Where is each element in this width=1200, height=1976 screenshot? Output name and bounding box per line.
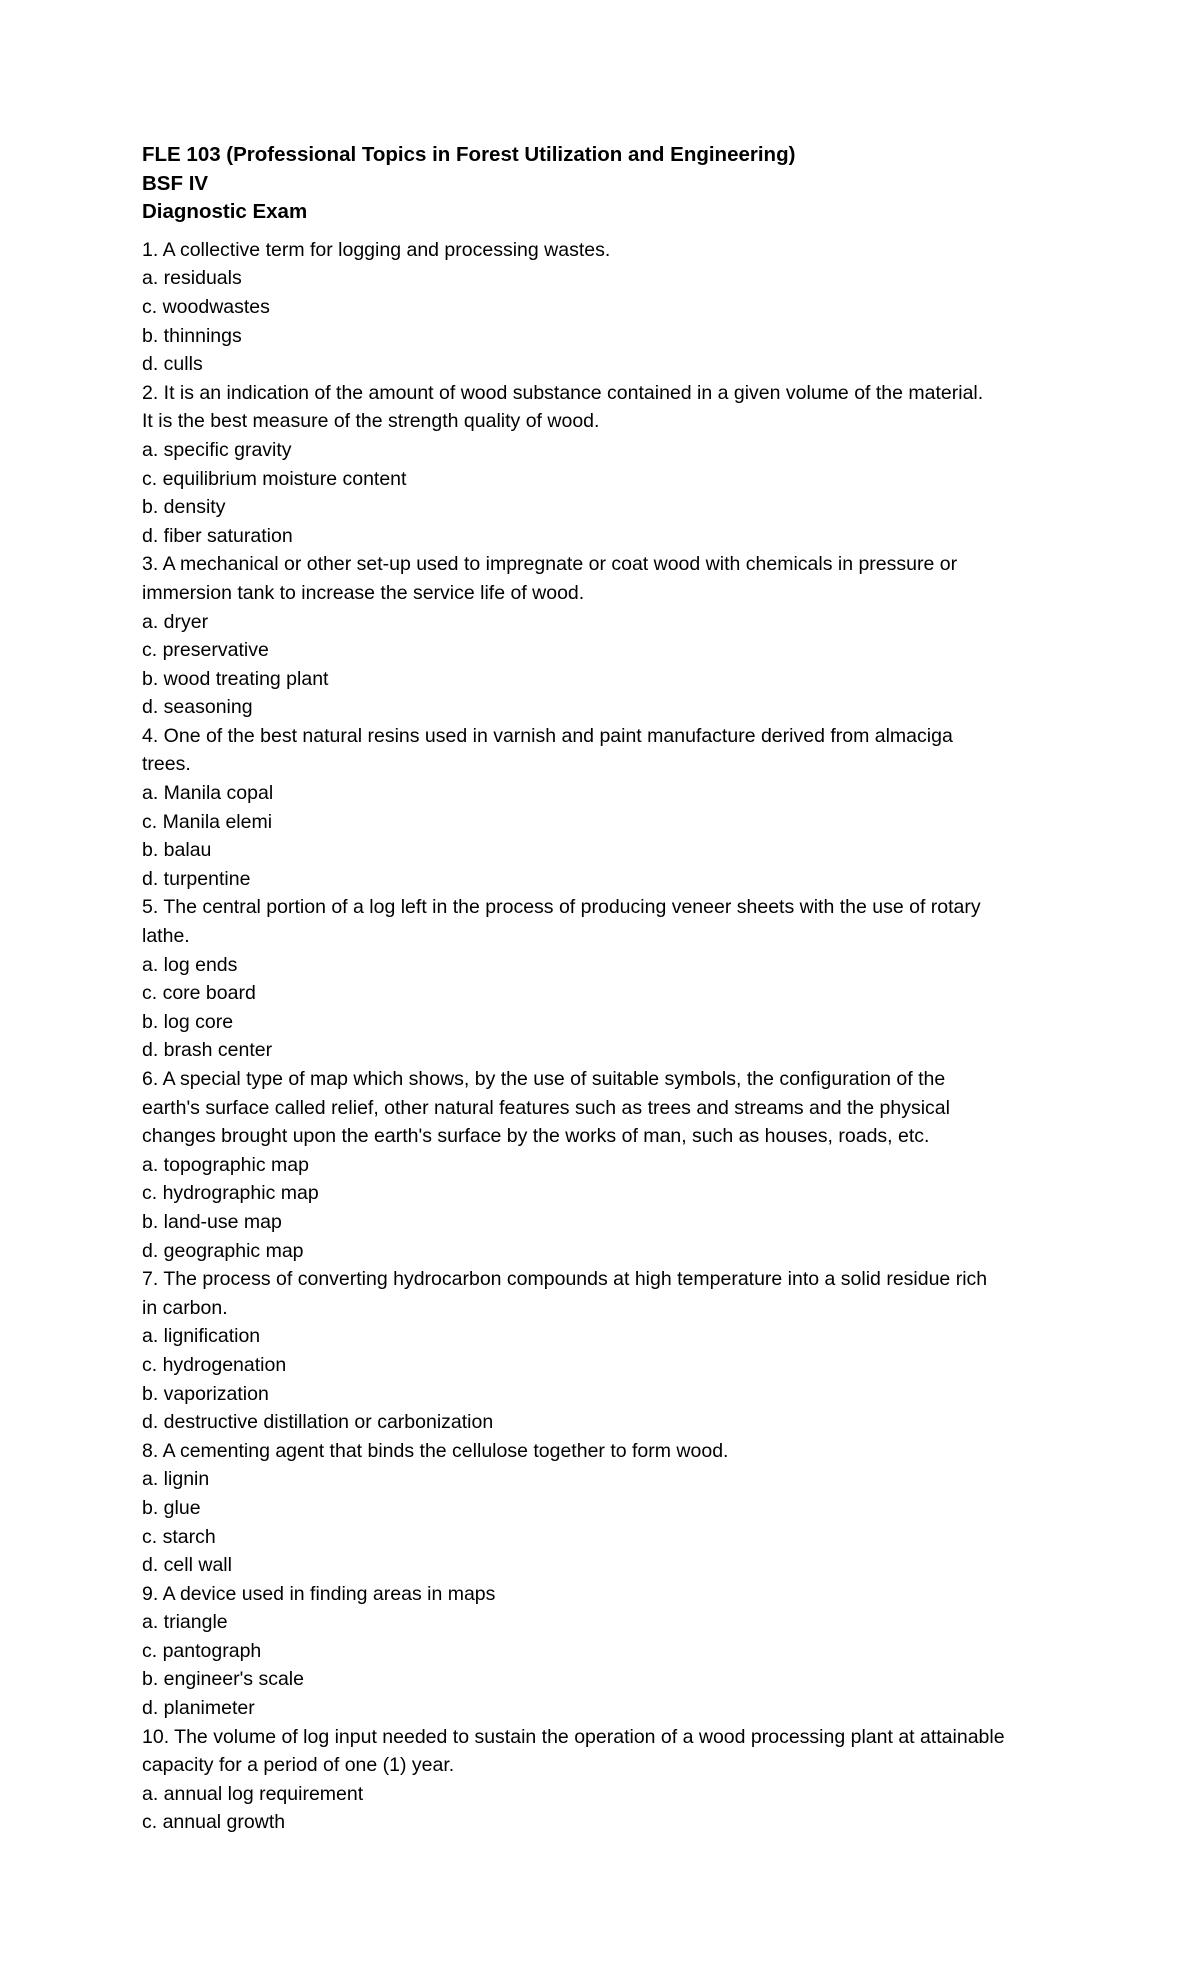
question-text: in carbon. xyxy=(142,1296,228,1319)
question-text: immersion tank to increase the service life of wood. xyxy=(142,581,585,604)
answer-option: d. brash center xyxy=(142,1039,273,1062)
exam-header xyxy=(142,141,1062,227)
question-text: lathe. xyxy=(142,925,190,948)
question-item xyxy=(142,1065,1062,1265)
answer-option: c. woodwastes xyxy=(142,295,270,318)
question-list xyxy=(142,236,1062,1837)
answer-option: d. seasoning xyxy=(142,696,253,719)
answer-option: d. planimeter xyxy=(142,1697,255,1720)
answer-option: b. thinnings xyxy=(142,324,242,347)
exam-title: Diagnostic Exam xyxy=(142,200,308,224)
exam-content xyxy=(142,141,1062,1837)
answer-option: a. topographic map xyxy=(142,1153,309,1176)
question-item xyxy=(142,1580,1062,1723)
answer-option: d. fiber saturation xyxy=(142,524,293,547)
program-label: BSF IV xyxy=(142,171,209,195)
answer-option: c. pantograph xyxy=(142,1639,262,1662)
question-item xyxy=(142,1723,1062,1837)
answer-option: c. hydrogenation xyxy=(142,1353,287,1376)
question-item xyxy=(142,722,1062,894)
question-text: earth's surface called relief, other natural features such as trees and streams and the physical xyxy=(142,1096,950,1119)
answer-option: b. wood treating plant xyxy=(142,667,329,690)
question-text: 4. One of the best natural resins used in varnish and paint manufacture derived from almaciga xyxy=(142,724,953,747)
answer-option: a. triangle xyxy=(142,1611,228,1634)
question-text: 8. A cementing agent that binds the cellulose together to form wood. xyxy=(142,1439,729,1462)
question-text: changes brought upon the earth's surface by the works of man, such as houses, roads, etc. xyxy=(142,1125,930,1148)
answer-option: a. residuals xyxy=(142,267,242,290)
question-text: 3. A mechanical or other set-up used to impregnate or coat wood with chemicals in pressure or xyxy=(142,553,958,576)
answer-option: d. cell wall xyxy=(142,1554,232,1577)
answer-option: c. core board xyxy=(142,982,256,1005)
question-text: 6. A special type of map which shows, by the use of suitable symbols, the configuration of the xyxy=(142,1068,946,1090)
question-text: 7. The process of converting hydrocarbon compounds at high temperature into a solid residue rich xyxy=(142,1268,988,1291)
course-title: FLE 103 (Professional Topics in Forest Utilization and Engineering) xyxy=(142,143,796,166)
question-item xyxy=(142,236,1062,379)
question-text: 5. The central portion of a log left in the process of producing veneer sheets with the use of rotary xyxy=(142,896,981,919)
answer-option: b. engineer's scale xyxy=(142,1668,304,1691)
answer-option: c. starch xyxy=(142,1525,216,1548)
answer-option: b. vaporization xyxy=(142,1382,269,1405)
answer-option: a. dryer xyxy=(142,610,209,633)
answer-option: a. log ends xyxy=(142,953,238,976)
answer-option: c. equilibrium moisture content xyxy=(142,467,407,490)
question-text: capacity for a period of one (1) year. xyxy=(142,1754,455,1777)
answer-option: a. specific gravity xyxy=(142,438,292,461)
answer-option: c. annual growth xyxy=(142,1811,286,1834)
answer-option: c. preservative xyxy=(142,639,269,662)
question-item xyxy=(142,1437,1062,1580)
question-text: trees. xyxy=(142,753,191,776)
question-item xyxy=(142,893,1062,1065)
answer-option: d. culls xyxy=(142,353,203,376)
answer-option: b. land-use map xyxy=(142,1210,282,1233)
answer-option: d. destructive distillation or carbonization xyxy=(142,1411,494,1434)
answer-option: a. annual log requirement xyxy=(142,1782,364,1805)
answer-option: b. density xyxy=(142,496,226,519)
question-item xyxy=(142,1265,1062,1437)
answer-option: b. glue xyxy=(142,1496,201,1519)
answer-option: a. lignin xyxy=(142,1468,210,1491)
answer-option: b. balau xyxy=(142,839,212,862)
question-text: 2. It is an indication of the amount of wood substance contained in a given volume of the material. xyxy=(142,381,984,404)
answer-option: c. Manila elemi xyxy=(142,810,273,833)
question-text: 9. A device used in finding areas in maps xyxy=(142,1582,496,1605)
answer-option: a. lignification xyxy=(142,1325,261,1348)
answer-option: c. hydrographic map xyxy=(142,1182,319,1205)
question-text: It is the best measure of the strength quality of wood. xyxy=(142,410,600,433)
question-item xyxy=(142,550,1062,722)
answer-option: b. log core xyxy=(142,1010,234,1033)
question-text: 10. The volume of log input needed to sustain the operation of a wood processing plant at attainable xyxy=(142,1725,1005,1748)
question-item xyxy=(142,379,1062,551)
answer-option: a. Manila copal xyxy=(142,782,274,805)
answer-option: d. geographic map xyxy=(142,1239,304,1262)
answer-option: d. turpentine xyxy=(142,867,251,890)
question-text: 1. A collective term for logging and processing wastes. xyxy=(142,238,611,261)
